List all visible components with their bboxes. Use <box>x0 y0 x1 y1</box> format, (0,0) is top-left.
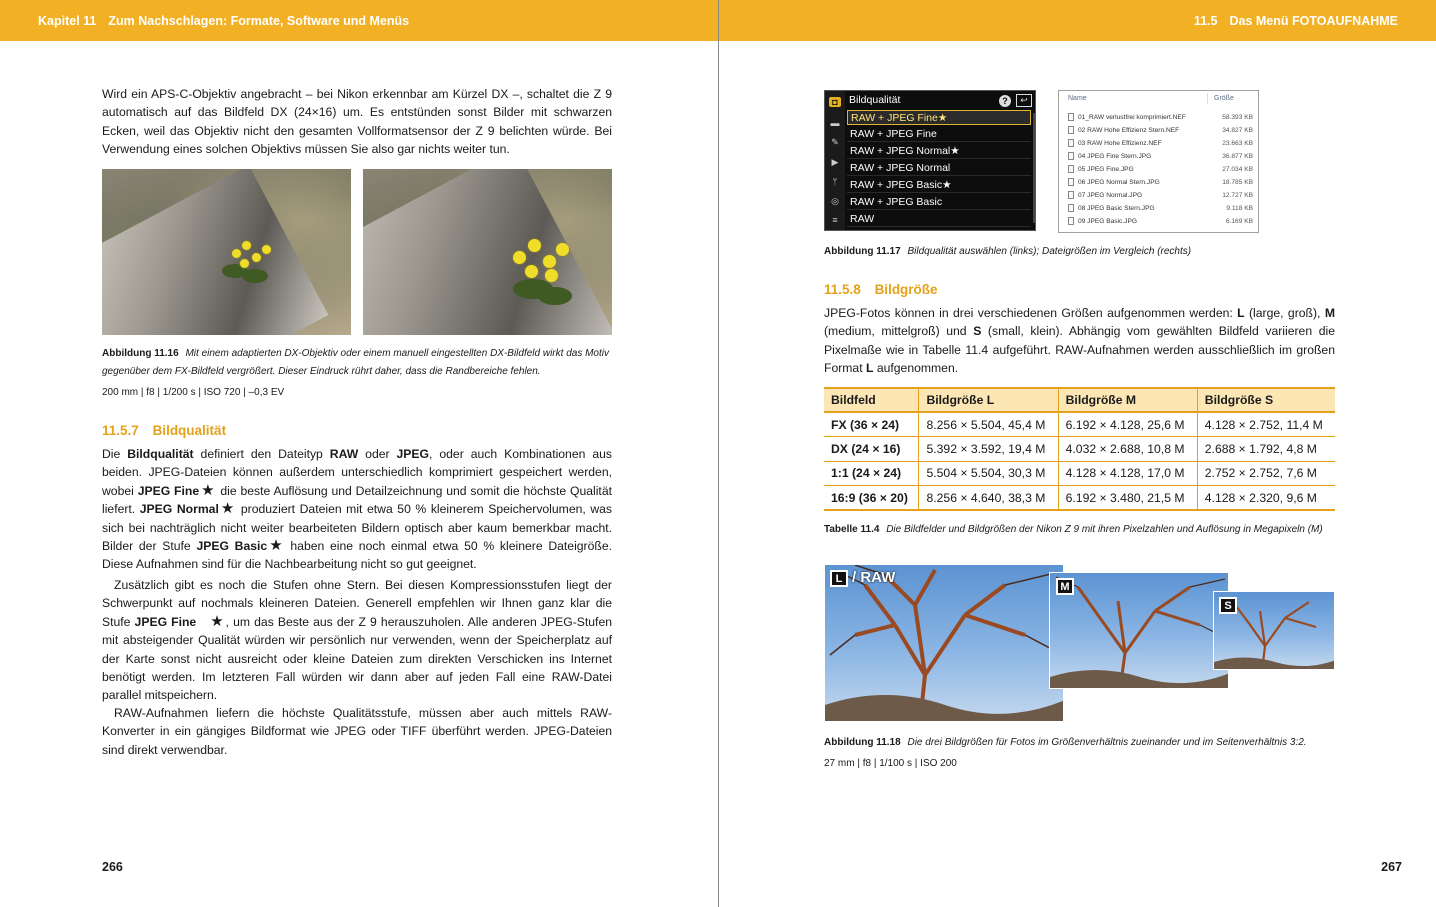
table-cell: 4.032 × 2.688, 10,8 M <box>1058 437 1197 462</box>
image-file-icon <box>1068 191 1074 199</box>
flower-shape <box>545 269 558 282</box>
video-camera-icon: ▬ <box>830 118 840 128</box>
camera-menu-screen <box>824 90 1036 231</box>
figure-label: Abbildung 11.16 <box>102 348 179 359</box>
pencil-icon: ✎ <box>831 137 839 147</box>
flower-shape <box>242 241 251 250</box>
table-header-cell: Bildgröße M <box>1058 388 1197 412</box>
size-s-badge: S <box>1219 597 1237 614</box>
leaf-shape <box>538 287 572 305</box>
flower-shape <box>240 259 249 268</box>
flower-shape <box>543 255 556 268</box>
table-row <box>824 412 1335 437</box>
paragraph-bildgroesse: JPEG-Fotos können in drei verschiedenen Größen aufgenommen werden: L (large, groß), M (medium, mittelgroß) und S (small, klein). Abhängig vom gewählten Bildfeld variieren die Pixelmaße wie in Tabelle 11.4 aufgeführt. RAW-Aufnahmen werden ausschließlich im großen Format L aufgenommen. <box>824 306 1335 376</box>
section-heading-bildqualitaet <box>102 423 226 438</box>
running-header-right <box>719 0 1436 41</box>
menu-item[interactable]: RAW + JPEG Normal <box>847 161 1031 176</box>
table-row <box>824 486 1335 511</box>
help-icon: ? <box>999 95 1011 107</box>
file-size-list <box>1058 90 1259 233</box>
tree-branches <box>825 565 1064 722</box>
camera-menu-sidebar <box>825 91 845 230</box>
camera-menu-title: Bildqualität <box>849 94 901 106</box>
image-file-icon <box>1068 178 1074 186</box>
back-icon: ↩ <box>1016 94 1032 107</box>
figure-dx-photo-left <box>102 169 351 335</box>
figure-caption-11-18 <box>824 734 1335 752</box>
figure-label: Abbildung 11.17 <box>824 246 901 257</box>
column-separator <box>1207 93 1208 104</box>
rock-shape <box>102 169 328 335</box>
table-cell: 4.128 × 4.128, 17,0 M <box>1058 461 1197 486</box>
table-label: Tabelle 11.4 <box>824 524 880 535</box>
chapter-title: Zum Nachschlagen: Formate, Software und Menüs <box>108 13 410 28</box>
table-cell: 2.688 × 1.792, 4,8 M <box>1197 437 1335 462</box>
file-row: 03 RAW Hohe Effizienz.NEF 23.663 KB <box>1068 137 1253 150</box>
paragraph-raw: RAW-Aufnahmen liefern die höchste Qualitätsstufe, müssen aber auch mittels RAW-Konverter in ein gängiges Bildformat wie JPEG oder TIFF überführt werden. JPEG-Dateien sind direkt verwendbar. <box>102 706 612 757</box>
star-icon: ★ <box>210 612 224 630</box>
image-file-icon <box>1068 204 1074 212</box>
menu-item[interactable]: RAW <box>847 212 1031 227</box>
page-number-left: 266 <box>102 860 123 874</box>
paragraph-stufen: Zusätzlich gibt es noch die Stufen ohne Stern. Bei diesen Kompressionsstufen liegt der Schwerpunkt auf nochmals kleineren Dateien. Generell empfehlen wir Ihnen ganz klar die Stufe JPEG Fine ★ , um das Beste aus der Z 9 herauszuholen. Alle anderen JPEG-Stufen mit absteigender Qualität würden wir persönlich nur verwenden, wenn der Speicherplatz auf der Karte sonst nicht ausreicht oder kleine Dateien zum direkten Verschicken ins Internet benötigt werden. Im letzteren Fall würden wir dann aber auf jeden Fall eine RAW-Datei parallel mitspeichern. <box>102 578 612 703</box>
table-header-cell: Bildgröße S <box>1197 388 1335 412</box>
leaf-shape <box>242 269 268 283</box>
table-header-row <box>824 388 1335 412</box>
image-file-icon <box>1068 152 1074 160</box>
flower-shape <box>262 245 271 254</box>
file-row: 07 JPEG Normal.JPG 12.727 KB <box>1068 189 1253 202</box>
tree-photo-large <box>824 564 1064 722</box>
menu-item[interactable]: RAW + JPEG Fine <box>847 127 1031 142</box>
raw-label: / RAW <box>852 569 896 586</box>
camera-icon: ◘ <box>829 97 841 107</box>
page-number-right: 267 <box>1381 860 1402 874</box>
section-number: 11.5.8 <box>824 282 861 297</box>
table-cell: DX (24 × 16) <box>824 437 919 462</box>
image-file-icon <box>1068 165 1074 173</box>
menu-item[interactable]: RAW + JPEG Fine★ <box>847 110 1031 125</box>
section-header-title: Das Menü FOTOAUFNAHME <box>1229 13 1398 28</box>
image-size-table <box>824 387 1335 511</box>
file-icon <box>1068 113 1074 121</box>
menu-item[interactable]: RAW + JPEG Normal★ <box>847 144 1031 159</box>
flower-shape <box>556 243 569 256</box>
paragraph-bildqualitaet: Die Bildqualität definiert den Dateityp RAW oder JPEG, oder auch Kombinationen aus beiden. JPEG-Dateien können außerdem unterschiedlich komprimiert gespeichert werden, wobei JPEG Fine ★ die beste Auflösung und Detailzeichnung und somit die höchste Qualität liefert. JPEG Normal ★ produziert Dateien mit etwa 50 % kleinerem Speichervolumen, was sich bei nachträglich nicht weiter bearbeiteten Bildern optisch aber kaum bemerkbar macht. Bilder der Stufe JPEG Basic ★ haben eine noch einmal etwa 50 % kleinere Dateigröße. Diese Aufnahmen sind für die Nachbearbeitung nicht so gut geeignet. <box>102 447 613 572</box>
my-menu-icon: ≡ <box>832 215 838 225</box>
exif-line: 27 mm | f8 | 1/100 s | ISO 200 <box>824 758 957 769</box>
file-row: 04 JPEG Fine Stern.JPG 36.877 KB <box>1068 150 1253 163</box>
flower-shape <box>525 265 538 278</box>
table-cell: 2.752 × 2.752, 7,6 M <box>1197 461 1335 486</box>
section-number: 11.5.7 <box>102 423 139 438</box>
size-l-badge: L <box>830 570 848 587</box>
figure-dx-photo-right <box>363 169 612 335</box>
table-cell: 5.392 × 3.592, 19,4 M <box>919 437 1058 462</box>
file-row: 09 JPEG Basic.JPG 6.169 KB <box>1068 215 1253 228</box>
figure-caption-text: Die drei Bildgrößen für Fotos im Größenverhältnis zueinander und im Seitenverhältnis 3:2. <box>907 737 1307 748</box>
exif-line: 200 mm | f8 | 1/200 s | ISO 720 | –0,3 EV <box>102 387 285 398</box>
menu-scrollbar <box>1033 113 1035 223</box>
table-cell: 1:1 (24 × 24) <box>824 461 919 486</box>
file-row: 05 JPEG Fine.JPG 27.034 KB <box>1068 163 1253 176</box>
table-cell: 16:9 (36 × 20) <box>824 486 919 511</box>
star-icon: ★ <box>201 481 215 499</box>
menu-item[interactable]: RAW + JPEG Basic★ <box>847 178 1031 193</box>
table-caption-11-4 <box>824 521 1335 539</box>
table-cell: 4.128 × 2.320, 9,6 M <box>1197 486 1335 511</box>
file-row: 08 JPEG Basic Stern.JPG 9.118 KB <box>1068 202 1253 215</box>
column-header-size: Größe <box>1214 95 1234 102</box>
table-row <box>824 437 1335 462</box>
file-row: 01_RAW verlustfrei komprimiert.NEF 58.393 KB <box>1068 111 1253 124</box>
table-caption-text: Die Bildfelder und Bildgrößen der Nikon Z 9 mit ihren Pixelzahlen und Auflösung in Megapixeln (M) <box>886 524 1323 535</box>
table-header-cell: Bildfeld <box>824 388 919 412</box>
table-cell: 6.192 × 3.480, 21,5 M <box>1058 486 1197 511</box>
file-icon <box>1068 126 1074 134</box>
retouch-icon: ◎ <box>831 196 839 206</box>
intro-paragraph: Wird ein APS-C-Objektiv angebracht – bei Nikon erkennbar am Kürzel DX –, schaltet die Z 9 automatisch auf das Bildfeld DX (24×16) um. Es entstünden sonst Bilder mit schwarzen Ecken, weil das Objektiv nicht den gesamten Vollformatsensor der Z 9 belichten würde. Bei Verwendung eines solchen Objektivs müssen Sie also gar nichts weiter tun. <box>102 87 612 157</box>
table-cell: 5.504 × 5.504, 30,3 M <box>919 461 1058 486</box>
playback-icon: ▶ <box>831 157 839 167</box>
table-row <box>824 461 1335 486</box>
table-header-cell: Bildgröße L <box>919 388 1058 412</box>
flower-shape <box>528 239 541 252</box>
table-cell: 8.256 × 4.640, 38,3 M <box>919 486 1058 511</box>
figure-caption-text: Mit einem adaptierten DX-Objektiv oder einem manuell eingestellten DX-Bildfeld wirkt das Motiv gegenüber dem FX-Bildfeld vergrößert. Dieser Eindruck rührt daher, dass die Randbereiche fehlen. <box>102 348 609 377</box>
wrench-icon: ᛘ <box>832 177 838 187</box>
figure-label: Abbildung 11.18 <box>824 737 901 748</box>
section-title: Bildqualität <box>152 423 227 438</box>
star-icon: ★ <box>220 500 235 518</box>
column-header-name: Name <box>1068 95 1087 102</box>
section-heading-bildgroesse <box>824 282 938 297</box>
running-header-left <box>0 0 718 41</box>
image-file-icon <box>1068 217 1074 225</box>
star-icon: ★ <box>269 537 283 555</box>
file-icon <box>1068 139 1074 147</box>
table-cell: 4.128 × 2.752, 11,4 M <box>1197 412 1335 437</box>
figure-caption-text: Bildqualität auswählen (links); Dateigrößen im Vergleich (rechts) <box>907 246 1192 257</box>
flower-shape <box>513 251 526 264</box>
flower-shape <box>252 253 261 262</box>
tree-photo-medium <box>1049 572 1229 689</box>
table-cell: 6.192 × 4.128, 25,6 M <box>1058 412 1197 437</box>
section-label: 11.5 <box>1193 13 1218 28</box>
chapter-label: Kapitel 11 <box>38 13 97 28</box>
file-row: 02 RAW Hohe Effizienz Stern.NEF 34.827 KB <box>1068 124 1253 137</box>
flower-shape <box>232 249 241 258</box>
section-title: Bildgröße <box>874 282 938 297</box>
figure-caption-11-16 <box>102 345 612 381</box>
menu-item[interactable]: RAW + JPEG Basic <box>847 195 1031 210</box>
size-m-badge: M <box>1056 578 1074 595</box>
file-row: 06 JPEG Normal Stern.JPG 18.785 KB <box>1068 176 1253 189</box>
figure-caption-11-17 <box>824 243 1334 261</box>
table-cell: FX (36 × 24) <box>824 412 919 437</box>
tree-branches <box>1050 573 1229 689</box>
rock-shape <box>363 169 612 335</box>
table-cell: 8.256 × 5.504, 45,4 M <box>919 412 1058 437</box>
